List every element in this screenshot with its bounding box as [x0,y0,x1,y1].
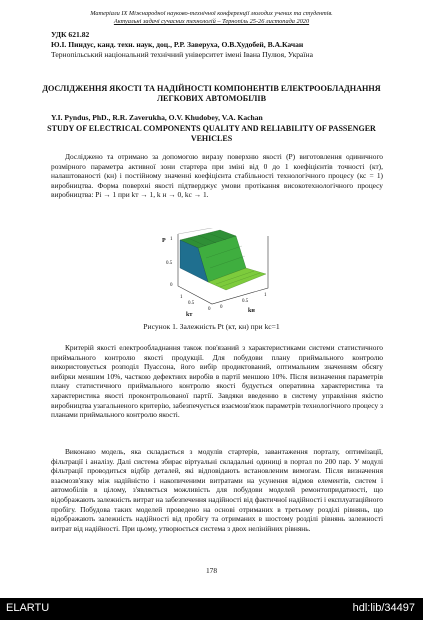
axis-p-label: P [162,238,166,244]
title-ua: ДОСЛІДЖЕННЯ ЯКОСТІ ТА НАДІЙНОСТІ КОМПОНЕНТІВ ЕЛЕКТРООБЛАДНАННЯ ЛЕГКОВИХ АВТОМОБІЛІВ [42,84,381,103]
paragraph-3: Виконано модель, яка складається з модулів стартерів, завантаження порталу, оптимізації, фільтрації і аналізу. Далі система збирає віртуальні складальні одиниці в портал по 200 пар. У модулі фільтрації проводиться відбір деталей, які відповідають встановленим вимогам. Після визначення взаємозв'язку між надійністю і накопиченими витратами на усунення відмов елементів, систем і автомобілів в цілому, з'являється можливість для побудови моделей ремонтопридатності, що відображають залежність витрат на забезпечення надійності від фактичної надійності і експлуатаційного пробігу. Побудова таких моделей проведено на основі отриманих в третьому розділі рівнянь, що відображають залежність надійності від пробігу та отриманих в шостому розділі рівнянь залежності витрат від надійності. При цьому, утворюється система з двох нелінійних рівнянь. [51,447,383,533]
paragraph-2: Критерій якості електрообладнання також пов'язаний з характеристиками системи статистичного приймального контролю якості продукції. Для побудови плану приймального контролю використовується розподіл Пуассона, його вибір продиктований, оптимальним значенням обсягу вибірки меншим 10%, часткою дефектних виробів в партії меншою 10%. Після визначення параметрів плану статистичного приймального контролю якості будується оперативна характеристика та характеристика якості проконтрольованої партії. Завдяки введенню в систему управління якістю виробництва узагальненого критерію, забезпечується взаємозв'язок параметрів технологічного процесу з планами приймального контролю якості. [51,343,383,420]
axis-kn-label: kн [248,308,255,314]
authors-ua: Ю.І. Пиндус, канд. техн. наук, доц., Р.Р. Заверуха, О.В.Худобей, В.А.Качан [51,40,304,49]
tick-p-05: 0.5 [166,261,173,266]
repository-footer [0,598,423,620]
tick-kt-0: 0 [208,307,211,312]
header-line-2: Актуальні задачі сучасних технологій – Тернопіль 25-26 листопада 2020 [113,18,310,25]
handle-id[interactable]: hdl:lib/34497 [352,602,415,614]
tick-kt-1: 1 [180,295,183,300]
tick-kt-05: 0.5 [188,301,195,306]
tick-p-0: 0 [170,283,173,288]
conference-header [40,10,383,26]
tick-kn-1: 1 [264,293,267,298]
figure-caption: Рисунок 1. Залежність Pt (кт, кн) при kc=1 [143,322,280,331]
figure-surface-plot [150,228,290,320]
tick-p-1: 1 [170,237,173,242]
title-en: STUDY OF ELECTRICAL COMPONENTS QUALITY AND RELIABILITY OF PASSENGER VEHICLES [47,124,376,143]
page-number: 178 [205,566,218,575]
tick-kn-0: 0 [220,305,223,310]
axis-kt-label: kт [186,312,193,318]
surface-plot-svg [150,228,290,320]
authors-en: Y.I. Pyndus, PhD., R.R. Zaverukha, O.V. Khudobey, V.A. Kachan [51,113,263,122]
udc-code: УДК 621.82 [51,30,90,39]
header-line-1: Матеріали IX Міжнародної науково-технічної конференції молодих учених та студентів. [90,10,333,17]
repository-name[interactable]: ELARTU [6,602,50,614]
tick-kn-05: 0.5 [242,299,249,304]
affiliation: Тернопільський національний технічний університет імені Івана Пулюя, Україна [51,50,313,59]
paragraph-1: Досліджено та отримано за допомогою виразу поверхню якості (P) виготовлення одиничного розмірного параметра активної зони стартера при зміні від 0 до 1 коефіцієнтів точності (кт), налаштованості (кн) і постійному значенні коефіцієнта стабільності технологічного процесу (кс = 1) виробництва. Форма поверхні якості підтверджує умови протікання високотехнологічного процесу виробництва: Pi → 1 при kт → 1, k н → 0, kс → 1. [51,152,383,200]
article-meta [51,30,383,60]
